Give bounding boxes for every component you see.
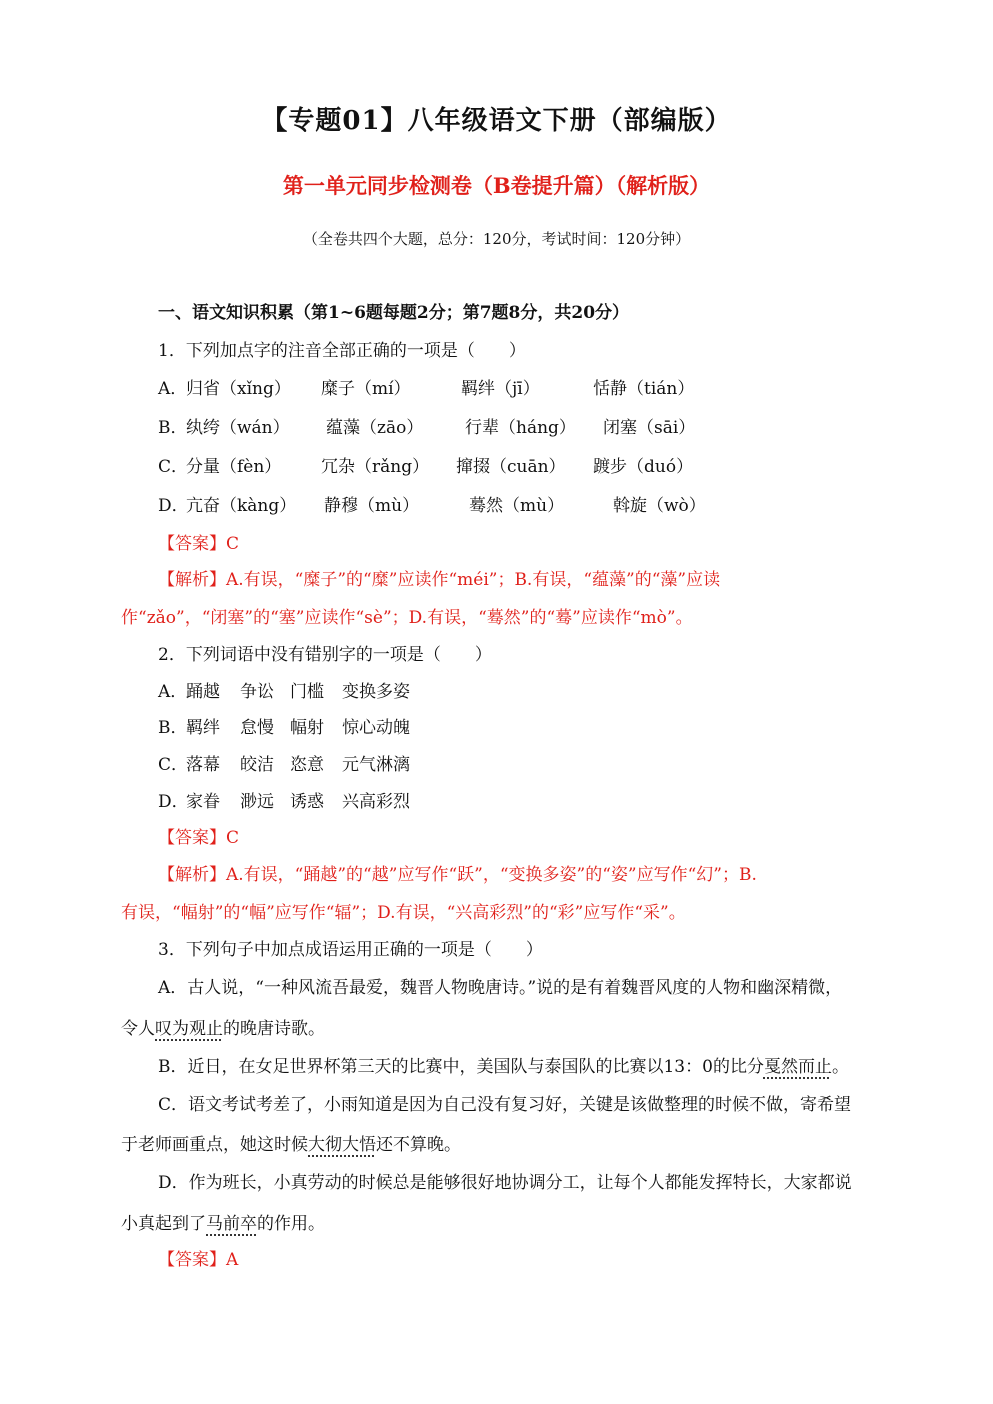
q3-option-c-text-end: 还不算晚。: [376, 1135, 461, 1155]
page-subtitle: 第一单元同步检测卷（B卷提升篇）（解析版）: [282, 173, 711, 198]
q1-answer: 【答案】C: [158, 534, 240, 554]
q3-answer: 【答案】A: [158, 1250, 239, 1270]
q3-option-a-idiom: 叹为观止: [155, 1019, 223, 1039]
q2-option-d-word4: 兴高彩烈: [342, 792, 410, 812]
q3-stem: 3．下列句子中加点成语运用正确的一项是（ ）: [158, 940, 543, 960]
q3-option-d-line1: D．作为班长，小真劳动的时候总是能够很好地协调分工，让每个人都能发挥特长，大家都说: [158, 1173, 852, 1193]
q1-option-d-label: D．: [158, 496, 189, 516]
q2-option-a: [158, 677, 410, 702]
q3-option-b-idiom: 戛然而止: [763, 1057, 832, 1077]
q1-option-b-word4: 闭塞（sāi）: [603, 418, 696, 438]
q2-option-c-word1: 落幕: [186, 755, 220, 775]
q3-option-a-line1: A．古人说，“一种风流吾最爱，魏晋人物晚唐诗。”说的是有着魏晋风度的人物和幽深精微，: [158, 978, 843, 998]
q1-option-c-word2: 冗杂（rǎng）: [321, 457, 430, 477]
q2-option-c: [158, 750, 410, 775]
q2-option-c-word3: 恣意: [290, 755, 324, 775]
q3-option-d-line2: [121, 1209, 325, 1234]
q3-option-c-line2: [121, 1130, 461, 1155]
q1-option-c: [158, 452, 694, 477]
q3-option-b-text-end: 。: [831, 1057, 849, 1077]
q2-stem: 2．下列词语中没有错别字的一项是（ ）: [158, 645, 492, 665]
q3-option-c-line1: C．语文考试考差了，小雨知道是因为自己没有复习好，关键是该做整理的时候不做，寄希望: [158, 1095, 852, 1115]
q3-option-a-line2: [121, 1014, 325, 1039]
q2-analysis-line1: 【解析】A.有误，“踊越”的“越”应写作“跃”，“变换多姿”的“姿”应写作“幻”；B.: [158, 865, 757, 885]
page-title: 【专题01】八年级语文下册（部编版）: [261, 106, 732, 136]
q2-option-d: [158, 787, 410, 812]
q1-stem: 1．下列加点字的注音全部正确的一项是（ ）: [158, 341, 526, 361]
q2-option-c-label: C．: [158, 755, 189, 775]
q3-option-d-idiom: 马前卒: [206, 1214, 257, 1234]
exam-note: （全卷共四个大题，总分：120分，考试时间：120分钟）: [302, 230, 691, 248]
q1-option-b: [158, 413, 696, 438]
q1-option-d-word1: 亢奋（kàng）: [186, 496, 297, 516]
q3-option-a-text-end: 的晚唐诗歌。: [223, 1019, 325, 1039]
q3-option-b: [158, 1052, 849, 1077]
q2-option-b-label: B．: [158, 718, 188, 738]
q2-option-d-word3: 诱惑: [290, 792, 324, 812]
q1-option-d-word3: 蓦然（mù）: [469, 496, 565, 516]
q1-analysis-line2: 作“zǎo”，“闭塞”的“塞”应读作“sè”；D.有误，“蓦然”的“蓦”应读作“mò”。: [121, 608, 693, 628]
q3-option-a-text: 令人: [121, 1019, 155, 1039]
q1-option-b-word1: 纨绔（wán）: [186, 418, 290, 438]
q1-option-b-word3: 行辈（háng）: [465, 418, 576, 438]
q1-option-a-word4: 恬静（tián）: [593, 379, 695, 399]
q1-option-b-word2: 蕴藻（zāo）: [326, 418, 424, 438]
q1-option-a-word2: 糜子（mí）: [321, 379, 411, 399]
q1-analysis-line1: 【解析】A.有误，“糜子”的“糜”应读作“méi”；B.有误，“蕴藻”的“藻”应读: [158, 570, 721, 590]
q3-option-c-text: 于老师画重点，她这时候: [121, 1135, 308, 1155]
q1-option-c-word3: 撺掇（cuān）: [456, 457, 566, 477]
q1-option-c-label: C．: [158, 457, 189, 477]
q2-option-a-word3: 门槛: [290, 682, 324, 702]
q3-option-b-text: B．近日，在女足世界杯第三天的比赛中，美国队与泰国队的比赛以13：0的比分: [158, 1057, 764, 1077]
q2-option-a-word2: 争讼: [240, 682, 274, 702]
q3-option-d-text-end: 的作用。: [257, 1214, 325, 1234]
q2-answer: 【答案】C: [158, 828, 240, 848]
q2-option-c-word4: 元气淋漓: [342, 755, 410, 775]
q2-option-d-word1: 家眷: [186, 792, 220, 812]
q1-option-d: [158, 491, 706, 516]
q2-option-b-word1: 羁绊: [186, 718, 220, 738]
q1-option-a-label: A．: [158, 379, 188, 399]
q3-option-d-text: 小真起到了: [121, 1214, 206, 1234]
q3-option-c-idiom: 大彻大悟: [308, 1135, 376, 1155]
q1-option-d-word2: 静穆（mù）: [324, 496, 420, 516]
q2-analysis-line2: 有误，“幅射”的“幅”应写作“辐”；D.有误，“兴高彩烈”的“彩”应写作“采”。: [121, 903, 686, 923]
q2-option-b-word4: 惊心动魄: [342, 718, 410, 738]
q1-option-a-word1: 归省（xǐng）: [186, 379, 291, 399]
section-heading: 一、语文知识积累（第1~6题每题2分；第7题8分，共20分）: [158, 303, 630, 323]
q1-option-c-word4: 踱步（duó）: [593, 457, 694, 477]
q2-option-b-word2: 怠慢: [240, 718, 274, 738]
q2-option-a-word4: 变换多姿: [342, 682, 410, 702]
q2-option-d-label: D．: [158, 792, 189, 812]
q2-option-d-word2: 渺远: [240, 792, 274, 812]
q2-option-b-word3: 幅射: [290, 718, 324, 738]
q2-option-c-word2: 皎洁: [240, 755, 274, 775]
q1-option-a-word3: 羁绊（jī）: [461, 379, 540, 399]
q1-option-b-label: B．: [158, 418, 188, 438]
q1-option-a: [158, 374, 695, 399]
q2-option-a-word1: 踊越: [186, 682, 220, 702]
q1-option-c-word1: 分量（fèn）: [186, 457, 282, 477]
q1-option-d-word4: 斡旋（wò）: [613, 496, 706, 516]
q2-option-b: [158, 713, 410, 738]
q2-option-a-label: A．: [158, 682, 188, 702]
